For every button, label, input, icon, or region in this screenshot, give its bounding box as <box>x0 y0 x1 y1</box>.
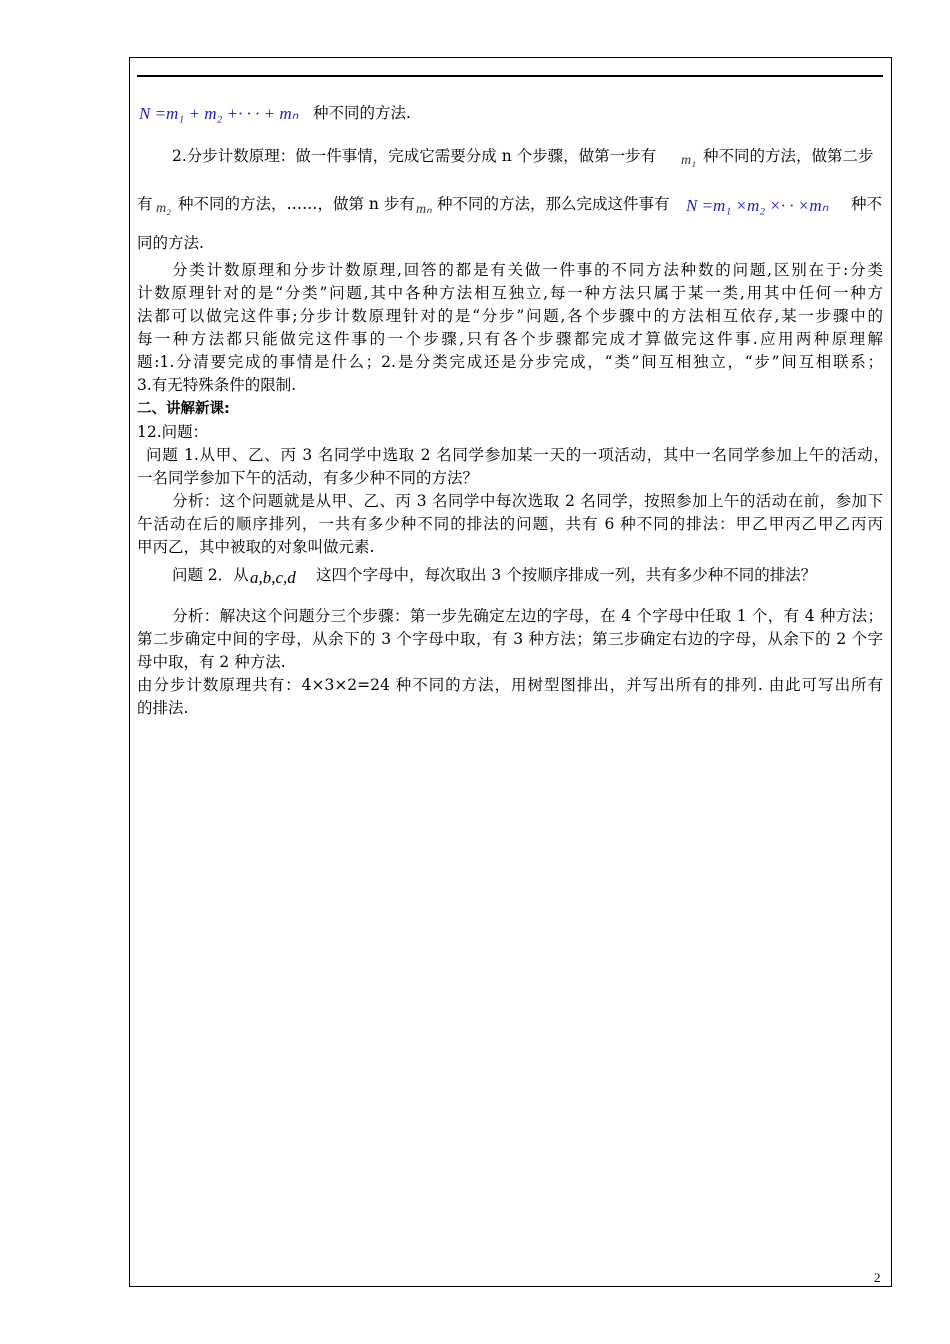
page-number: 2 <box>874 1270 881 1285</box>
analysis-1-line: 甲丙乙，其中被取的对象叫做元素. <box>137 538 375 556</box>
m2-variable: m₂ <box>156 201 171 216</box>
analysis-2-line: 第二步确定中间的字母，从余下的 3 个字母中取，有 3 种方法；第三步确定右边的字母，从余下的 2 个字 <box>137 630 883 648</box>
paragraph-line: 题:1.分清要完成的事情是什么；2.是分类完成还是分步完成，“类”间互相独立，“步”间互相联系； <box>137 353 883 371</box>
analysis-1-line: 午活动在后的顺序排列，一共有多少种不同的排法的问题，共有 6 种不同的排法：甲乙甲丙乙甲乙丙丙 <box>137 515 883 533</box>
formula-tail-text: 种不同的方法. <box>313 104 411 122</box>
paragraph-line: 计数原理针对的是“分类”问题,其中各种方法相互独立,每一种方法只属于某一类,用其中任何一种方 <box>137 284 883 302</box>
question-1-line: 一名同学参加下午的活动，有多少种不同的方法？ <box>137 469 479 487</box>
step-principle-text-b: 种不同的方法，做第二步 <box>703 147 874 165</box>
conclusion-line: 由分步计数原理共有：4×3×2=24 种不同的方法，用树型图排出，并写出所有的排列. 由此可写出所有 <box>137 676 883 694</box>
header-rule <box>137 75 883 77</box>
step-principle-text-d: 种不同的方法，……，做第 n 步有 <box>178 195 415 213</box>
section-heading: 二、讲解新课: <box>137 401 230 417</box>
step-principle-text-f: 种不 <box>851 195 883 213</box>
sum-formula: N =m₁ + m₂ +· · · + mₙ <box>139 104 299 123</box>
step-principle-text: 2.分步计数原理：做一件事情，完成它需要分成 n 个步骤，做第一步有 <box>172 147 657 165</box>
step-principle-text-c: 有 <box>137 195 153 213</box>
question-2-text: 问题 2．从 <box>172 566 249 584</box>
mn-variable: mₙ <box>416 202 432 217</box>
conclusion-line: 的排法. <box>137 699 189 717</box>
step-principle-end: 同的方法. <box>137 234 204 252</box>
analysis-2-line: 母中取，有 2 种方法. <box>137 653 286 671</box>
letters-set: a,b,c,d <box>250 568 296 587</box>
analysis-1-line: 分析：这个问题就是从甲、乙、丙 3 名同学中每次选取 2 名同学，按照参加上午的活动在前，参加下 <box>172 492 883 510</box>
paragraph-line: 法都可以做完这件事;分步计数原理针对的是“分步”问题,各个步骤中的方法相互依存,某一步骤中的 <box>137 307 883 325</box>
step-principle-text-e: 种不同的方法，那么完成这件事有 <box>437 195 670 213</box>
paragraph-line: 分类计数原理和分步计数原理,回答的都是有关做一件事的不同方法种数的问题,区别在于:分类 <box>172 261 883 279</box>
paragraph-line: 3.有无特殊条件的限制. <box>137 376 297 394</box>
question-1-line: 问题 1.从甲、乙、丙 3 名同学中选取 2 名同学参加某一天的一项活动，其中一名同学参加上午的活动， <box>146 446 889 464</box>
paragraph-line: 每一种方法都只能做完这件事的一个步骤,只有各个步骤都完成才算做完这件事.应用两种原理解 <box>137 330 883 348</box>
question-label: 12.问题： <box>137 423 209 441</box>
m1-variable: m₁ <box>681 153 696 168</box>
question-2-text-b: 这四个字母中，每次取出 3 个按顺序排成一列，共有多少种不同的排法？ <box>316 566 817 584</box>
analysis-2-line: 分析：解决这个问题分三个步骤：第一步先确定左边的字母，在 4 个字母中任取 1 个，有 4 种方法； <box>172 607 883 625</box>
product-formula: N =m₁ ×m₂ ×· · ×mₙ <box>686 196 829 215</box>
